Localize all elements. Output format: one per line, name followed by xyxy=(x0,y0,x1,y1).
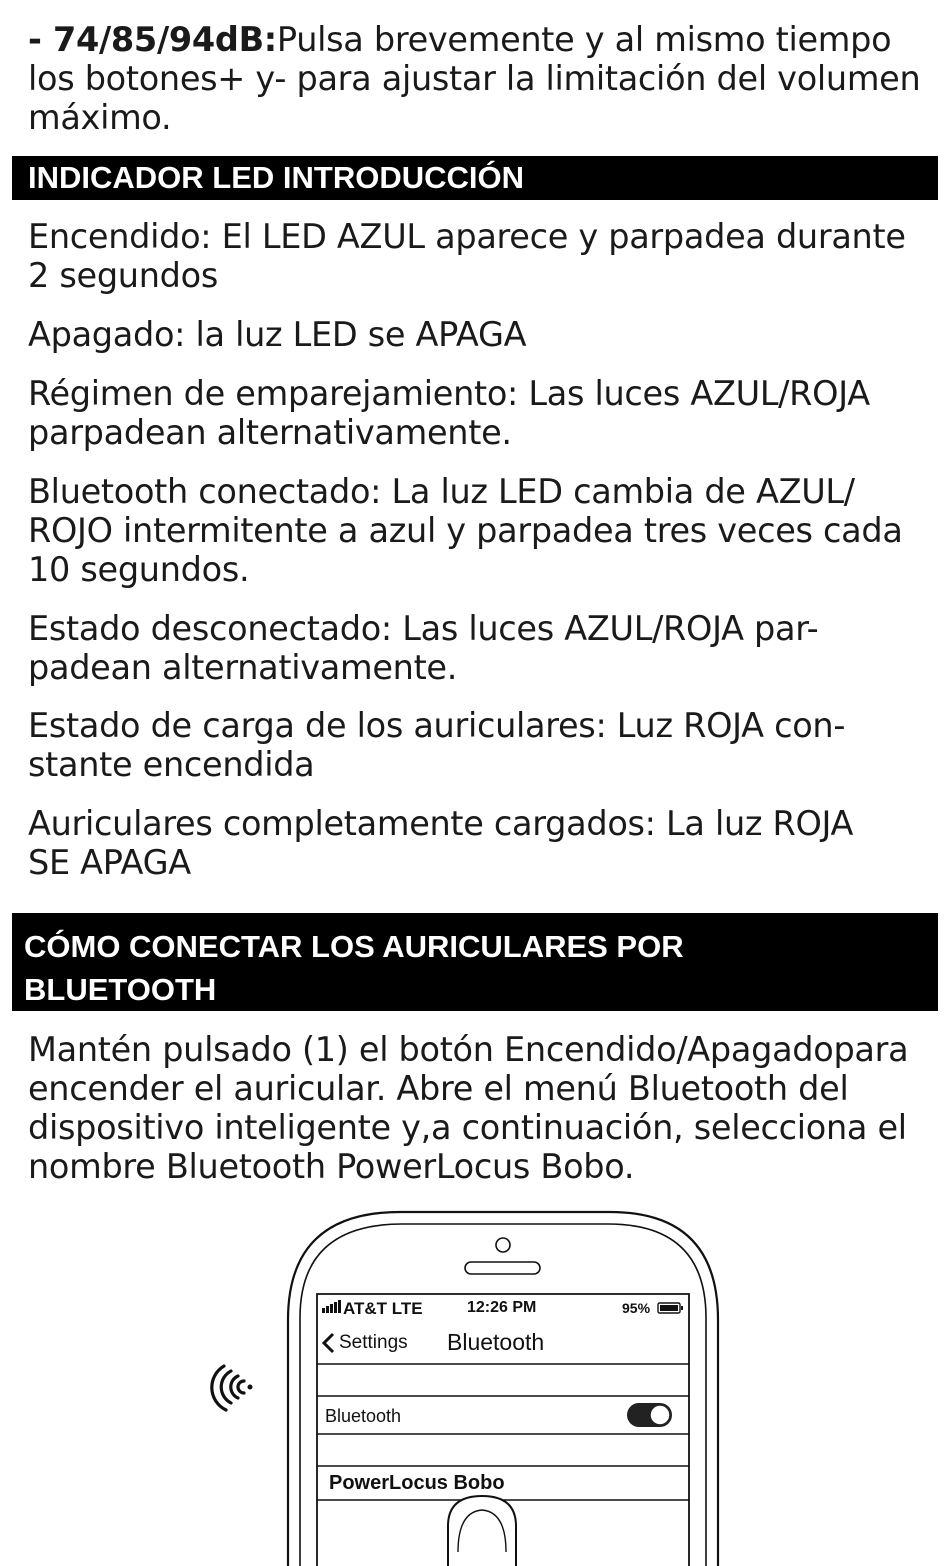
intro-line-2: los botones+ y- para ajustar la limitación del volumen xyxy=(28,59,921,98)
led-item-disconnected: Estado desconectado: Las luces AZUL/ROJA par- padean alternativamente. xyxy=(28,609,819,687)
led-item-power-on: Encendido: El LED AZUL aparece y parpadea durante 2 segundos xyxy=(28,217,906,295)
intro-line-3: máximo. xyxy=(28,98,172,137)
connect-heading-line-2: BLUETOOTH xyxy=(24,972,217,1007)
intro-bold-label: - 74/85/94dB: xyxy=(28,20,277,59)
settings-back-button[interactable]: Settings xyxy=(339,1332,408,1353)
speaker-icon xyxy=(465,1262,540,1274)
intro-paragraph xyxy=(28,20,946,137)
phone-outline xyxy=(0,1200,950,1566)
led-item-charged: Auriculares completamente cargados: La luz ROJA SE APAGA xyxy=(28,804,854,882)
led-item-connected: Bluetooth conectado: La luz LED cambia de AZUL/ ROJO intermitente a azul y parpadea tres veces cada 10 segundos. xyxy=(28,472,903,589)
screen-title: Bluetooth xyxy=(447,1329,545,1355)
connect-section-heading xyxy=(12,913,938,1011)
device-list-item-powerlocus[interactable]: PowerLocus Bobo xyxy=(329,1472,505,1494)
battery-icon xyxy=(658,1303,683,1313)
led-item-power-off: Apagado: la luz LED se APAGA xyxy=(28,315,527,354)
led-item-charging: Estado de carga de los auriculares: Luz ROJA con- stante encendida xyxy=(28,706,846,784)
led-section-heading xyxy=(12,156,938,200)
bluetooth-toggle[interactable] xyxy=(627,1403,672,1427)
led-item-pairing: Régimen de emparejamiento: Las luces AZUL/ROJA parpadean alternativamente. xyxy=(28,374,870,452)
wireless-signal-icon xyxy=(212,1366,253,1410)
intro-line-1: Pulsa brevemente y al mismo tiempo xyxy=(276,20,892,59)
finger-pointer-icon xyxy=(448,1496,516,1566)
signal-bars-icon xyxy=(322,1300,341,1313)
bluetooth-row-label: Bluetooth xyxy=(325,1406,402,1426)
phone-illustration xyxy=(0,1200,950,1566)
status-battery-percent: 95% xyxy=(622,1300,651,1316)
status-carrier: AT&T LTE xyxy=(343,1299,423,1318)
connect-body: Mantén pulsado (1) el botón Encendido/Apagadopara encender el auricular. Abre el menú Bluetooth del dispositivo inteligente y,a continuación, selecciona el nombre Bluetooth PowerLocus Bobo. xyxy=(28,1030,909,1186)
led-heading-text: INDICADOR LED INTRODUCCIÓN xyxy=(28,160,524,195)
status-time: 12:26 PM xyxy=(467,1299,537,1316)
camera-icon xyxy=(496,1238,510,1252)
chevron-left-icon xyxy=(324,1334,333,1352)
connect-heading-line-1: CÓMO CONECTAR LOS AURICULARES POR xyxy=(24,929,684,964)
